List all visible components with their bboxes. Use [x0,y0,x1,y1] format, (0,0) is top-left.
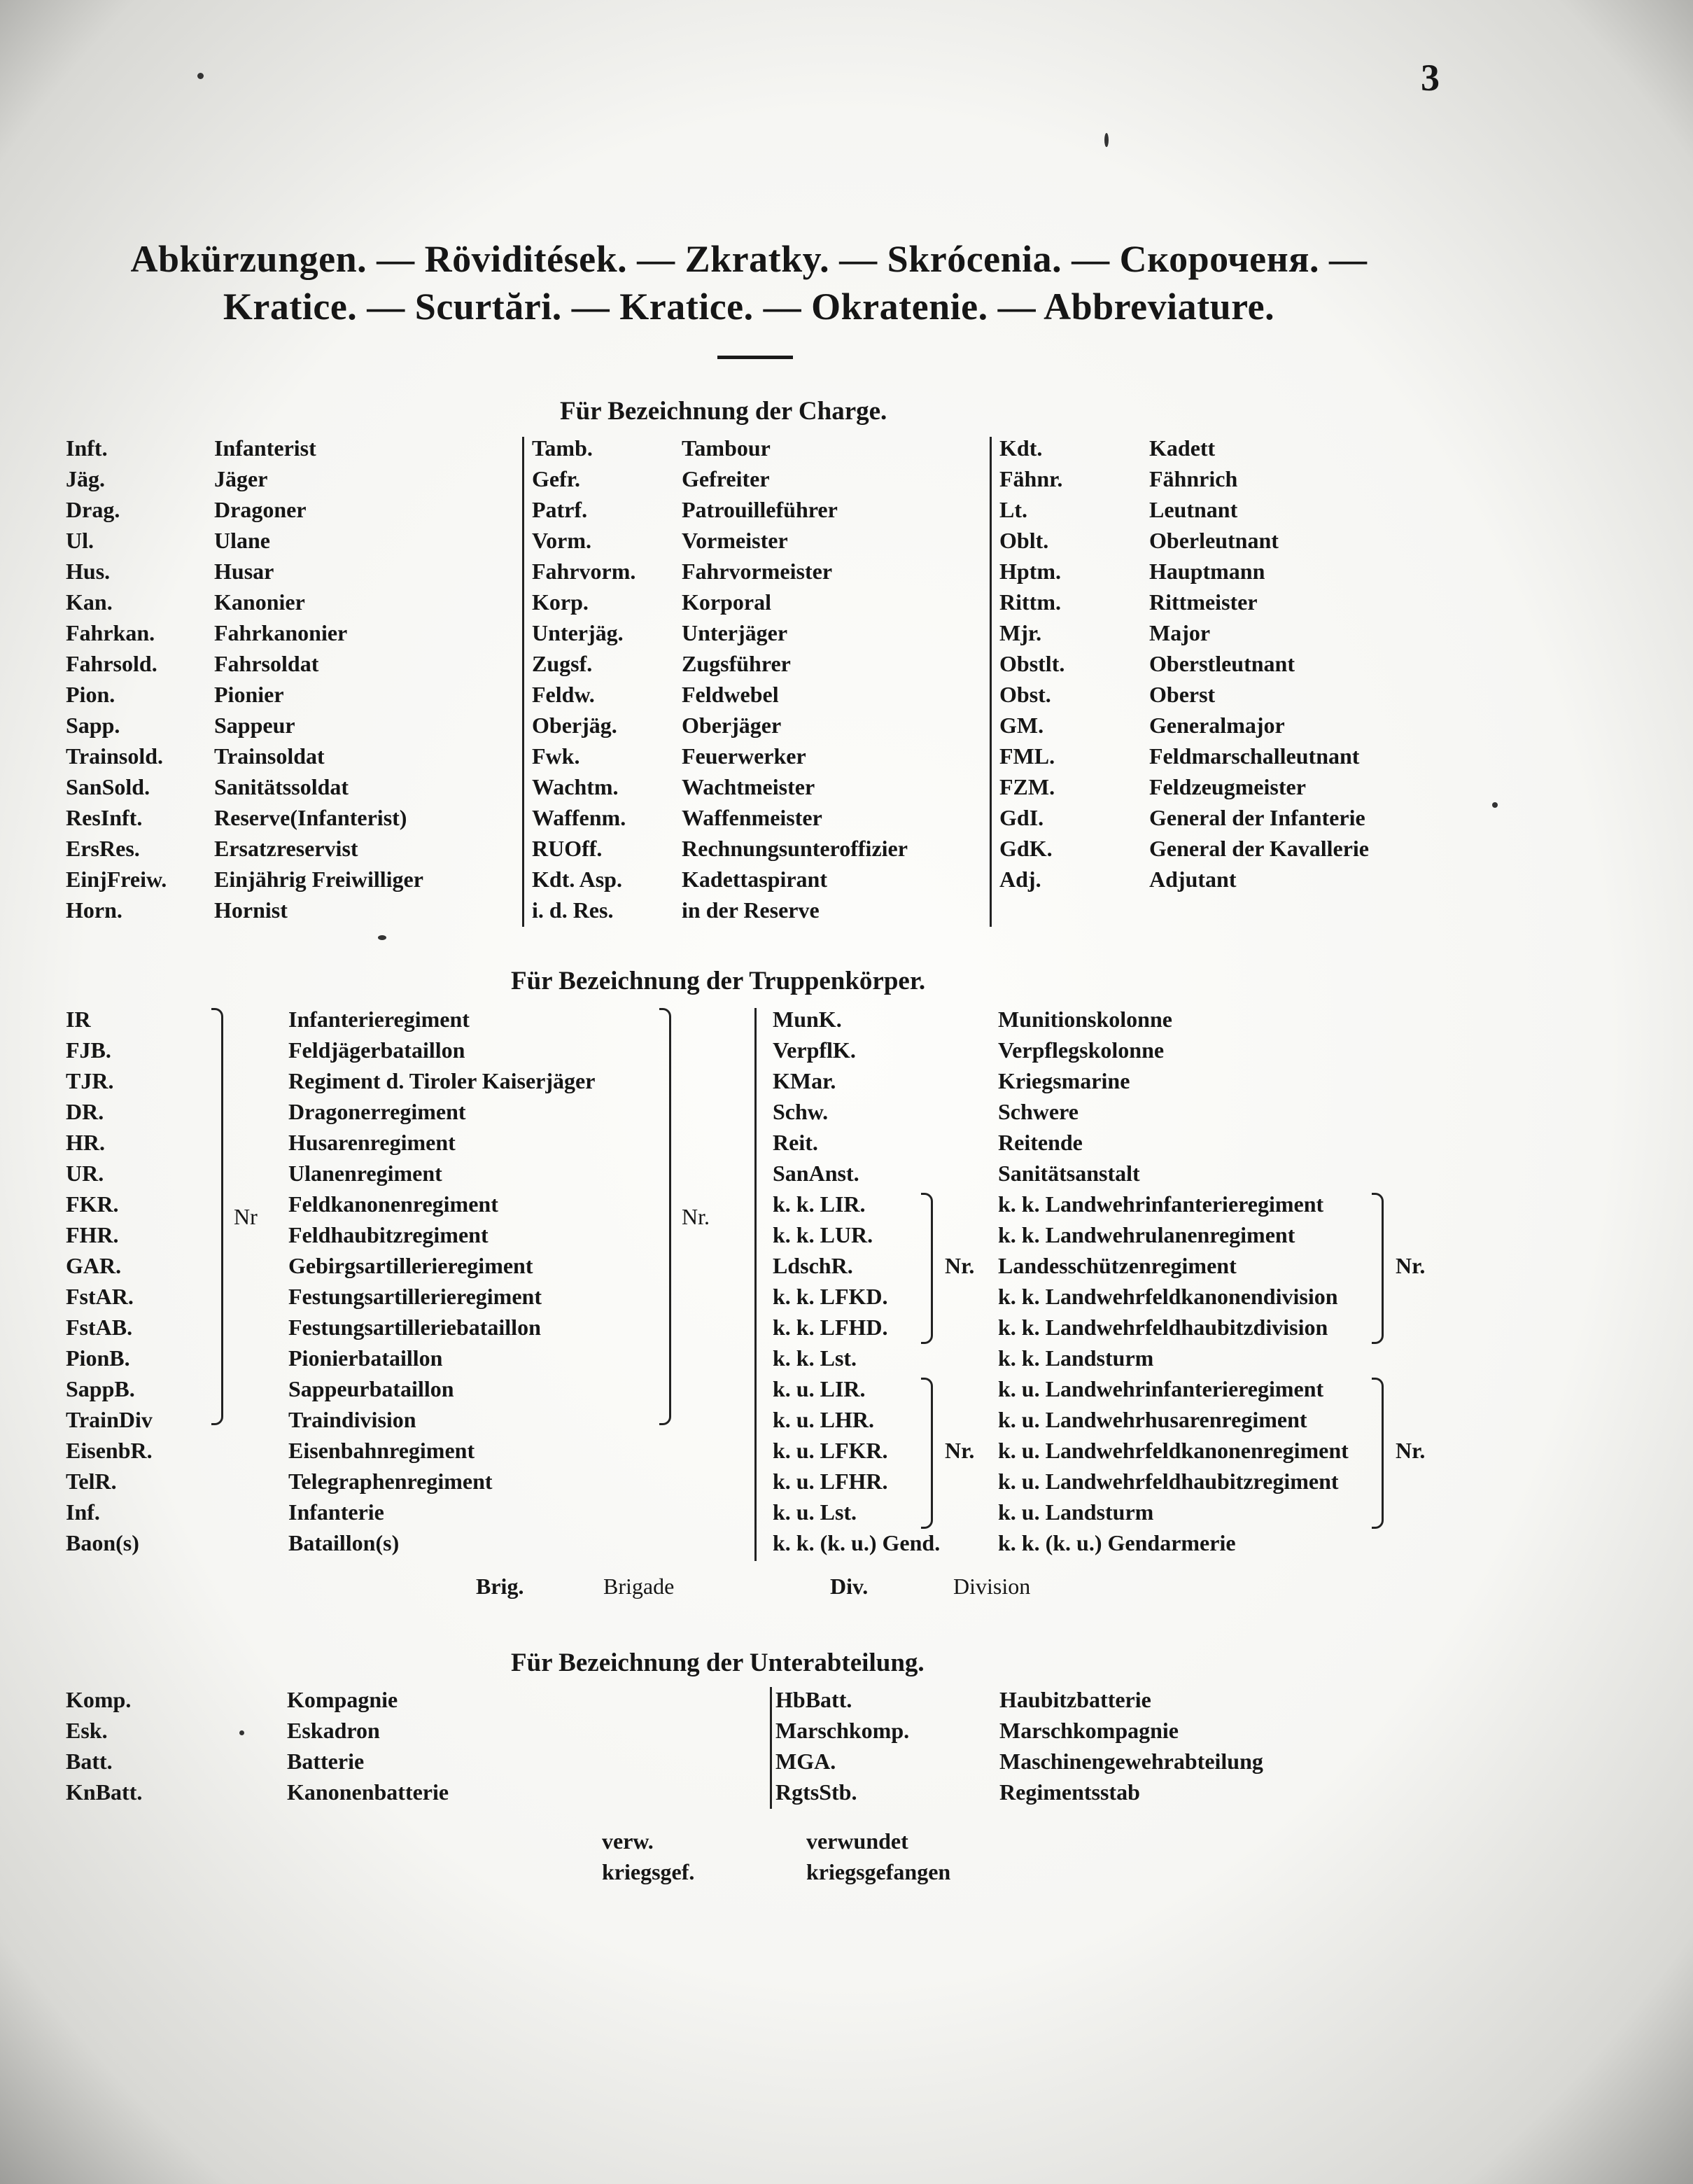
truppen-right-abbr: k. k. Lst. [773,1345,857,1371]
truppen-right-term: k. u. Landwehrfeldkanonenregiment [998,1438,1349,1463]
charge-col3-abbr: GdI. [999,805,1044,830]
charge-col3-abbr: Mjr. [999,620,1042,645]
truppen-left-term: Eisenbahnregiment [288,1438,475,1463]
charge-col2-abbr: Waffenm. [532,805,626,830]
div-full: Division [953,1574,1031,1599]
unter-left-term: Eskadron [287,1718,380,1743]
charge-col2-term: Vormeister [682,528,788,553]
truppen-right-term: k. u. Landwehrfeldhaubitzregiment [998,1469,1339,1494]
truppen-right-term: Sanitätsanstalt [998,1161,1140,1186]
charge-col2-abbr: Korp. [532,589,589,615]
charge-col1-abbr: EinjFreiw. [66,867,167,892]
charge-col1-term: Pionier [214,682,284,707]
charge-col1-term: Ersatzreservist [214,836,358,861]
charge-col3-abbr: Oblt. [999,528,1049,553]
truppen-left-term: Infanterie [288,1499,384,1525]
truppen-left-abbr: SappB. [66,1376,135,1401]
unter-left-term: Kompagnie [287,1687,398,1712]
charge-col3-abbr: Fähnr. [999,466,1063,491]
charge-col1-term: Jäger [214,466,268,491]
column-divider [522,437,524,927]
charge-col1-term: Sappeur [214,713,295,738]
column-divider [990,437,992,927]
charge-col1-term: Trainsoldat [214,743,325,769]
truppen-right-abbr: KMar. [773,1068,836,1093]
charge-col3-column [1149,433,1369,895]
truppen-right-term: k. k. Landwehrfeldhaubitzdivision [998,1315,1328,1340]
suffix-nr-full-group1: Nr. [1396,1253,1426,1278]
unter-left-column [287,1684,449,1807]
brace [921,1378,933,1529]
charge-col2-term: Tambour [682,435,771,461]
truppen-right-term: k. k. Landwehrfeldkanonendivision [998,1284,1338,1309]
charge-col1-abbr: Pion. [66,682,115,707]
unter-left-term: Kanonenbatterie [287,1779,449,1805]
truppen-right-term: Reitende [998,1130,1083,1155]
page-title [0,235,1498,330]
truppen-right-term: Munitionskolonne [998,1007,1172,1032]
charge-col2-term: Rechnungsunteroffizier [682,836,908,861]
brace [1372,1378,1384,1529]
charge-col1-term: Fahrkanonier [214,620,348,645]
charge-col1-term: Dragoner [214,497,307,522]
truppen-left-abbr: FstAR. [66,1284,134,1309]
truppen-right-abbr: Reit. [773,1130,818,1155]
suffix-nr-abbr-group1: Nr. [945,1253,975,1278]
charge-col1-abbr: Ul. [66,528,94,553]
unter-right-abbr: HbBatt. [775,1687,852,1712]
charge-col2-term: Fahrvormeister [682,559,833,584]
charge-col2-term: Waffenmeister [682,805,822,830]
charge-col1-column [66,433,167,925]
charge-col2-abbr: Kdt. Asp. [532,867,622,892]
truppen-right-term: k. u. Landwehrhusarenregiment [998,1407,1307,1432]
truppen-right-term: k. u. Landwehrinfanterieregiment [998,1376,1324,1401]
unter-left-abbr: Batt. [66,1749,113,1774]
charge-heading: Für Bezeichnung der Charge. [560,397,887,426]
charge-col3-term: Major [1149,620,1211,645]
charge-col2-term: Zugsführer [682,651,791,676]
truppen-right-abbr: k. k. LFKD. [773,1284,888,1309]
charge-col3-term: Adjutant [1149,867,1237,892]
truppen-right-abbr: k. u. LHR. [773,1407,874,1432]
truppen-right-term: k. k. Landwehrinfanterieregiment [998,1191,1324,1217]
charge-col2-column [682,433,908,925]
unter-right-column [775,1684,909,1807]
scan-speck [239,1730,244,1735]
charge-col1-term: Hornist [214,897,288,923]
charge-col3-abbr: Obst. [999,682,1051,707]
unter-right-term: Marschkompagnie [999,1718,1179,1743]
truppen-right-abbr: VerpflK. [773,1037,856,1063]
truppen-right-abbr: k. k. LIR. [773,1191,866,1217]
title-line-1: Abkürzungen. — Röviditések. — Zkratky. — Skrócenia. — Скороченя. — [130,238,1368,280]
charge-col2-abbr: Vorm. [532,528,592,553]
charge-col2-abbr: Gefr. [532,466,581,491]
column-divider [754,1008,757,1561]
truppen-left-column [66,1004,153,1558]
charge-col2-abbr: Fwk. [532,743,580,769]
truppen-left-term: Sappeurbataillon [288,1376,454,1401]
brace [1372,1193,1384,1344]
charge-col2-term: in der Reserve [682,897,820,923]
charge-col2-term: Korporal [682,589,771,615]
truppen-left-abbr: GAR. [66,1253,122,1278]
charge-col1-term: Sanitätssoldat [214,774,349,799]
scan-speck [197,73,204,79]
truppen-right-term: k. u. Landsturm [998,1499,1154,1525]
charge-col2-abbr: i. d. Res. [532,897,614,923]
suffix-nr-abbr: Nr [234,1204,258,1229]
charge-col2-abbr: Tamb. [532,435,593,461]
charge-col3-column [999,433,1065,895]
truppen-right-abbr: LdschR. [773,1253,853,1278]
charge-col3-abbr: Rittm. [999,589,1061,615]
charge-col3-term: Feldzeugmeister [1149,774,1306,799]
charge-col3-term: Oberst [1149,682,1216,707]
truppen-left-term: Feldhaubitzregiment [288,1222,489,1247]
charge-col2-term: Patrouilleführer [682,497,838,522]
truppen-left-abbr: PionB. [66,1345,130,1371]
charge-col1-term: Infanterist [214,435,316,461]
unter-extra-column [806,1826,950,1887]
truppen-right-abbr: Schw. [773,1099,829,1124]
charge-col1-abbr: Trainsold. [66,743,163,769]
charge-col3-abbr: Kdt. [999,435,1043,461]
scan-speck [1104,133,1109,147]
truppen-left-abbr: FJB. [66,1037,111,1063]
unter-right-abbr: MGA. [775,1749,836,1774]
truppen-left-term: Husarenregiment [288,1130,456,1155]
charge-col3-term: Hauptmann [1149,559,1265,584]
charge-col2-abbr: Patrf. [532,497,588,522]
truppen-left-term: Infanterieregiment [288,1007,470,1032]
page-number: 3 [1421,57,1440,99]
truppen-left-abbr: DR. [66,1099,104,1124]
charge-col2-term: Gefreiter [682,466,770,491]
unter-right-abbr: RgtsStb. [775,1779,857,1805]
charge-col2-abbr: Oberjäg. [532,713,617,738]
charge-col1-term: Reserve(Infanterist) [214,805,407,830]
truppen-left-term: Ulanenregiment [288,1161,442,1186]
charge-col1-abbr: ResInft. [66,805,143,830]
charge-col3-abbr: GdK. [999,836,1053,861]
unter-right-column [999,1684,1263,1807]
truppen-right-abbr: k. u. LIR. [773,1376,866,1401]
charge-col2-term: Wachtmeister [682,774,815,799]
truppen-right-abbr: k. k. (k. u.) Gend. [773,1530,941,1555]
charge-col1-abbr: Hus. [66,559,111,584]
unter-right-abbr: Marschkomp. [775,1718,910,1743]
unter-extra-column [602,1826,694,1887]
unter-right-term: Regimentsstab [999,1779,1140,1805]
scan-speck [378,935,386,940]
charge-col1-abbr: Fahrsold. [66,651,157,676]
unter-left-column [66,1684,142,1807]
truppen-left-abbr: TrainDiv [66,1407,153,1432]
unter-left-term: Batterie [287,1749,365,1774]
charge-col1-abbr: Inft. [66,435,108,461]
truppen-left-column [288,1004,595,1558]
charge-col3-abbr: GM. [999,713,1044,738]
charge-col2-term: Feldwebel [682,682,779,707]
truppen-left-abbr: FKR. [66,1191,119,1217]
unter-right-term: Haubitzbatterie [999,1687,1151,1712]
unter-heading: Für Bezeichnung der Unterabteilung. [511,1648,925,1677]
charge-col3-term: Oberleutnant [1149,528,1279,553]
charge-col2-column [532,433,635,925]
truppen-left-term: Feldkanonenregiment [288,1191,498,1217]
truppen-left-term: Festungsartillerieregiment [288,1284,542,1309]
charge-col3-term: General der Infanterie [1149,805,1365,830]
truppen-left-term: Gebirgsartillerieregiment [288,1253,533,1278]
brace [211,1008,223,1425]
truppen-left-abbr: UR. [66,1161,104,1186]
charge-col1-abbr: Fahrkan. [66,620,155,645]
suffix-nr-full-group2: Nr. [1396,1438,1426,1463]
charge-col3-abbr: FML. [999,743,1055,769]
truppen-right-column [773,1004,940,1558]
truppen-left-term: Traindivision [288,1407,416,1432]
truppen-left-abbr: FHR. [66,1222,119,1247]
brig-full: Brigade [603,1574,675,1599]
truppen-left-term: Telegraphenregiment [288,1469,493,1494]
truppen-right-term: Schwere [998,1099,1079,1124]
truppen-right-column [998,1004,1349,1558]
truppen-left-abbr: Baon(s) [66,1530,139,1555]
truppen-left-term: Festungsartilleriebataillon [288,1315,541,1340]
truppen-left-term: Bataillon(s) [288,1530,400,1555]
truppen-left-abbr: Inf. [66,1499,100,1525]
truppen-right-abbr: k. k. LFHD. [773,1315,888,1340]
unter-extra-abbr: verw. [602,1828,654,1854]
truppen-left-term: Regiment d. Tiroler Kaiserjäger [288,1068,596,1093]
charge-col1-abbr: Sapp. [66,713,120,738]
charge-col1-term: Fahrsoldat [214,651,319,676]
truppen-left-term: Feldjägerbataillon [288,1037,465,1063]
suffix-nr-full: Nr. [682,1204,710,1229]
charge-col1-column [214,433,423,925]
brace [921,1193,933,1344]
unter-extra-term: verwundet [806,1828,908,1854]
brace [659,1008,671,1425]
title-line-2: Kratice. — Scurtări. — Kratice. — Okratenie. — Abbreviature. [223,286,1275,328]
charge-col3-abbr: Hptm. [999,559,1061,584]
charge-col3-term: Rittmeister [1149,589,1258,615]
charge-col1-term: Ulane [214,528,270,553]
charge-col3-abbr: FZM. [999,774,1055,799]
charge-col2-abbr: Wachtm. [532,774,619,799]
charge-col3-term: General der Kavallerie [1149,836,1369,861]
truppen-heading: Für Bezeichnung der Truppenkörper. [511,967,926,995]
truppen-left-abbr: FstAB. [66,1315,133,1340]
charge-col2-abbr: Fahrvorm. [532,559,636,584]
charge-col3-term: Kadett [1149,435,1216,461]
charge-col3-abbr: Lt. [999,497,1027,522]
charge-col1-term: Kanonier [214,589,305,615]
charge-col2-abbr: RUOff. [532,836,603,861]
truppen-right-abbr: k. k. LUR. [773,1222,873,1247]
charge-col3-term: Fähnrich [1149,466,1238,491]
truppen-left-abbr: IR [66,1007,91,1032]
truppen-right-abbr: k. u. LFHR. [773,1469,888,1494]
title-rule [717,356,793,359]
column-divider [770,1687,772,1809]
truppen-right-term: Landesschützenregiment [998,1253,1237,1278]
charge-col3-term: Feldmarschalleutnant [1149,743,1360,769]
truppen-left-term: Pionierbataillon [288,1345,443,1371]
brig-abbr: Brig. [476,1574,524,1599]
unter-extra-term: kriegsgefangen [806,1859,951,1884]
charge-col2-term: Unterjäger [682,620,788,645]
charge-col2-abbr: Unterjäg. [532,620,624,645]
charge-col2-abbr: Zugsf. [532,651,593,676]
truppen-right-term: k. k. (k. u.) Gendarmerie [998,1530,1236,1555]
charge-col1-abbr: ErsRes. [66,836,140,861]
truppen-right-term: k. k. Landsturm [998,1345,1154,1371]
suffix-nr-abbr-group2: Nr. [945,1438,975,1463]
truppen-right-term: Verpflegskolonne [998,1037,1165,1063]
charge-col1-term: Einjährig Freiwilliger [214,867,423,892]
charge-col2-term: Feuerwerker [682,743,806,769]
charge-col3-abbr: Obstlt. [999,651,1065,676]
unter-left-abbr: Komp. [66,1687,132,1712]
charge-col3-term: Leutnant [1149,497,1238,522]
truppen-right-term: Kriegsmarine [998,1068,1130,1093]
unter-left-abbr: Esk. [66,1718,108,1743]
truppen-right-term: k. k. Landwehrulanenregiment [998,1222,1295,1247]
charge-col3-abbr: Adj. [999,867,1041,892]
charge-col2-term: Oberjäger [682,713,782,738]
scan-speck [1492,802,1498,808]
truppen-left-abbr: EisenbR. [66,1438,153,1463]
charge-col3-term: Oberstleutnant [1149,651,1295,676]
charge-col1-abbr: Drag. [66,497,120,522]
charge-col1-abbr: Horn. [66,897,122,923]
unter-right-term: Maschinengewehrabteilung [999,1749,1263,1774]
charge-col1-abbr: Kan. [66,589,113,615]
truppen-right-abbr: MunK. [773,1007,842,1032]
unter-extra-abbr: kriegsgef. [602,1859,695,1884]
charge-col1-abbr: SanSold. [66,774,150,799]
div-abbr: Div. [830,1574,869,1599]
truppen-left-term: Dragonerregiment [288,1099,466,1124]
truppen-left-abbr: TJR. [66,1068,114,1093]
charge-col2-abbr: Feldw. [532,682,595,707]
truppen-left-abbr: TelR. [66,1469,117,1494]
charge-col2-term: Kadettaspirant [682,867,827,892]
truppen-right-abbr: k. u. LFKR. [773,1438,888,1463]
truppen-right-abbr: SanAnst. [773,1161,859,1186]
charge-col1-abbr: Jäg. [66,466,105,491]
charge-col3-term: Generalmajor [1149,713,1285,738]
truppen-right-abbr: k. u. Lst. [773,1499,857,1525]
truppen-left-abbr: HR. [66,1130,105,1155]
unter-left-abbr: KnBatt. [66,1779,143,1805]
charge-col1-term: Husar [214,559,274,584]
